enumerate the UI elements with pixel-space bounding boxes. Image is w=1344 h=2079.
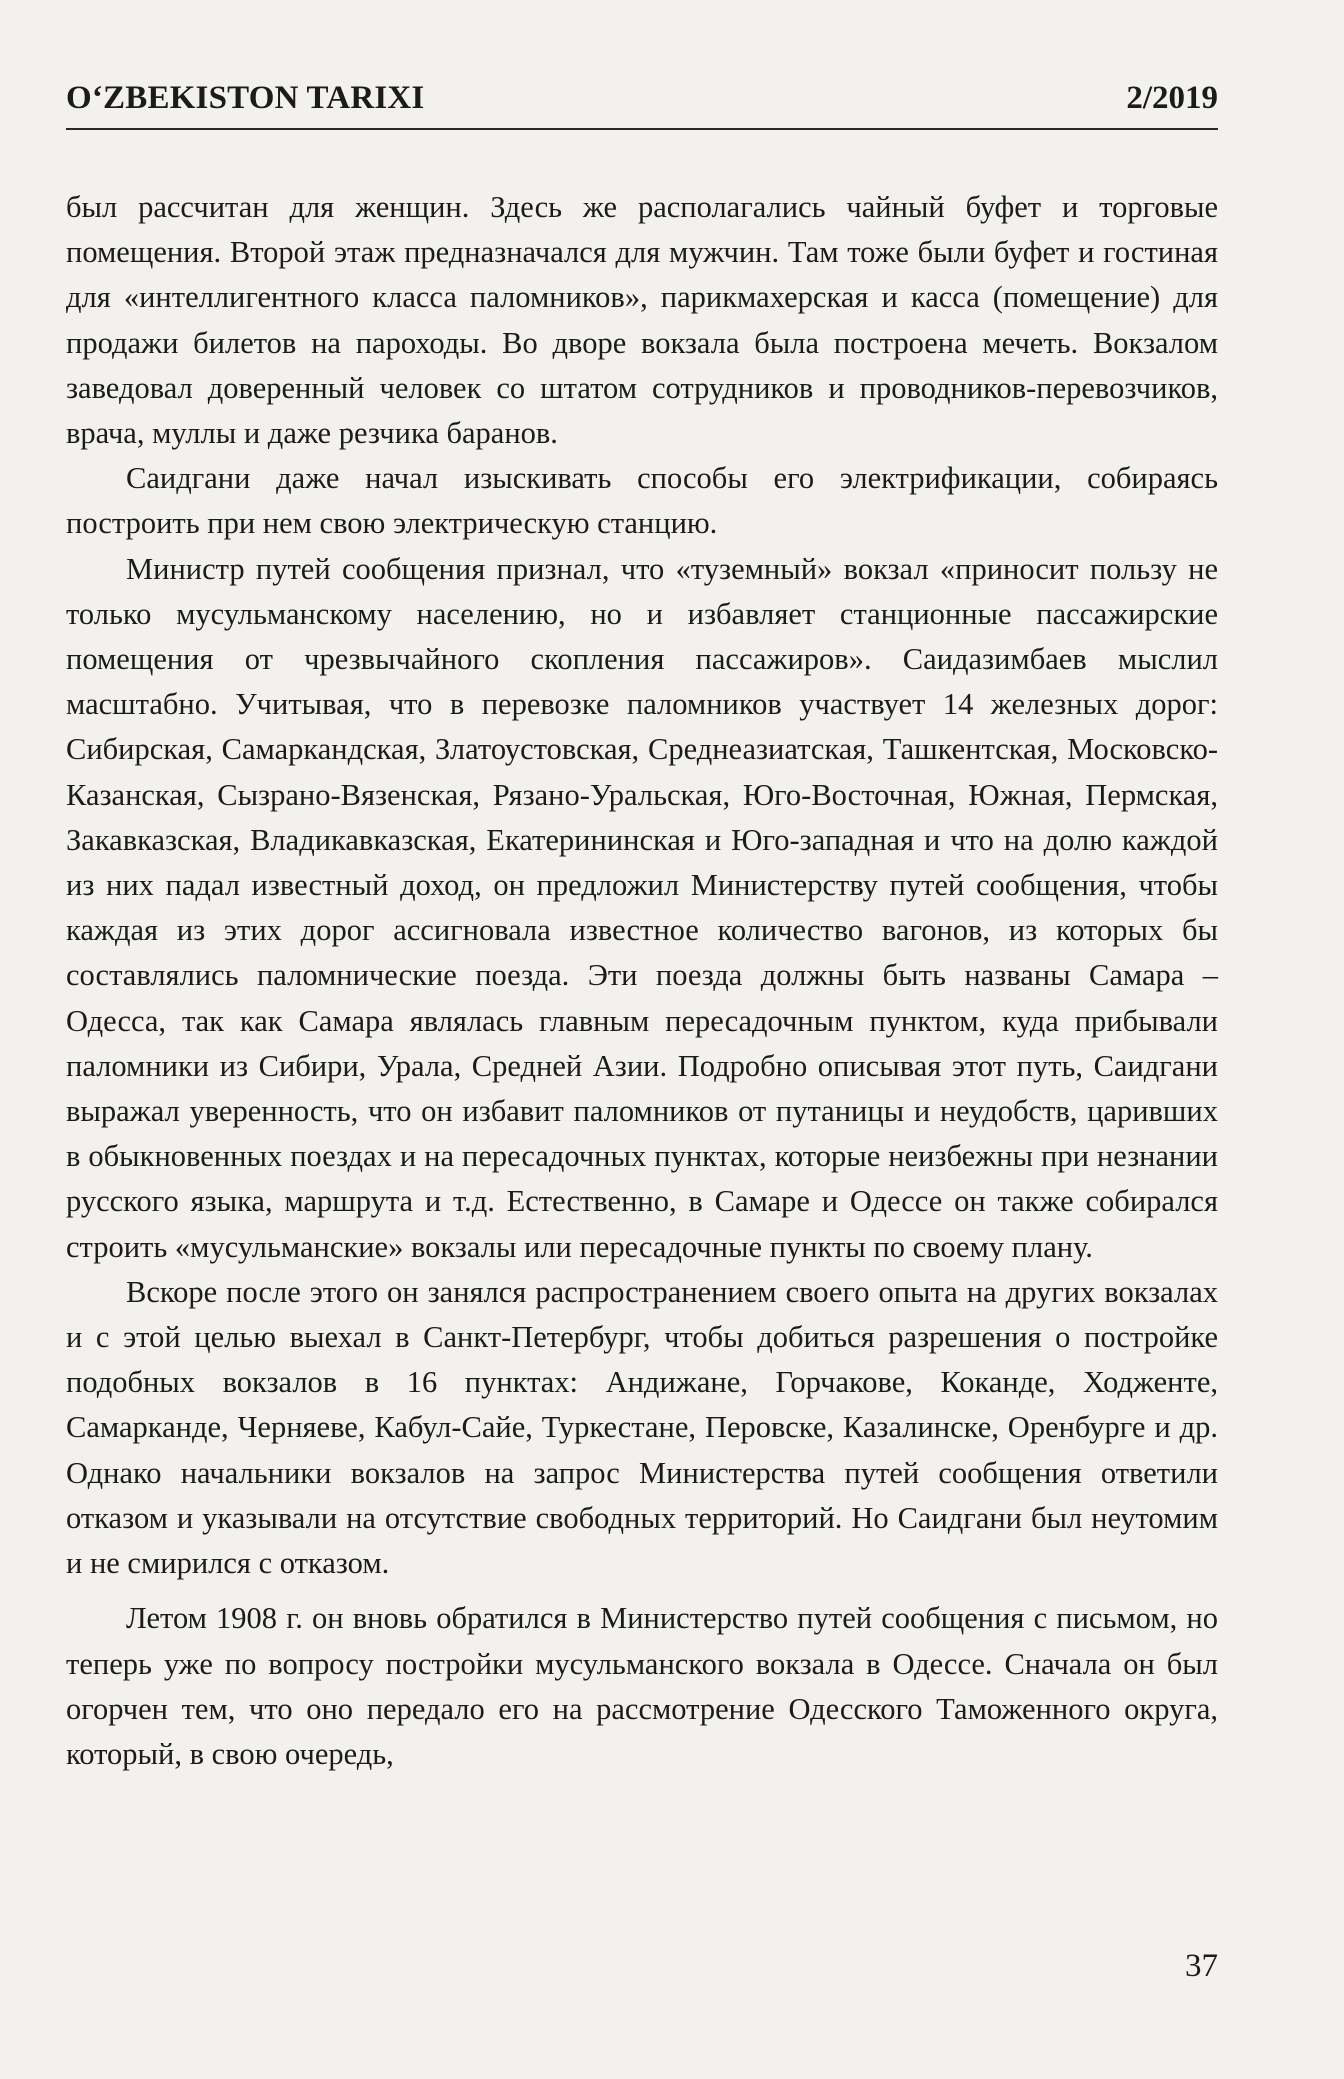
article-body — [66, 185, 1218, 1777]
issue-number: 2/2019 — [1126, 80, 1218, 116]
page-number: 37 — [1185, 1948, 1218, 1984]
journal-title: O‘ZBEKISTON TARIXI — [66, 80, 425, 116]
paragraph-1: был рассчитан для женщин. Здесь же располагались чайный буфет и торговые помещения. Второй этаж предназначался для мужчин. Там тоже были буфет и гостиная для «интеллигентного класса паломников», парикмахерская и касса (помещение) для продажи билетов на пароходы. Во дворе вокзала была построена мечеть. Вокзалом заведовал доверенный человек со штатом сотрудников и проводников-перевозчиков, врача, муллы и даже резчика баранов. — [66, 190, 1218, 451]
paragraph-2: Саидгани даже начал изыскивать способы его электрификации, собираясь построить при нем свою электрическую станцию. — [66, 461, 1218, 541]
running-header — [66, 80, 1218, 130]
paragraph-4: Вскоре после этого он занялся распространением своего опыта на других вокзалах и с этой целью выехал в Санкт-Петербург, чтобы добиться разрешения о постройке подобных вокзалов в 16 пунктах: Андижане, Горчакове, Коканде, Ходженте, Самарканде, Черняеве, Кабул-Сайе, Туркестане, Перовске, Казалинске, Оренбурге и др. Однако начальники вокзалов на запрос Министерства путей сообщения ответили отказом и указывали на отсутствие свободных территорий. Но Саидгани был неутомим и не смирился с отказом. — [66, 1274, 1218, 1581]
document-page — [66, 70, 1218, 2010]
paragraph-5: Летом 1908 г. он вновь обратился в Министерство путей сообщения с письмом, но теперь уже по вопросу постройки мусульманского вокзала в Одессе. Сначала он был огорчен тем, что оно передало его на рассмотрение Одесского Таможенного округа, который, в свою очередь, — [66, 1601, 1218, 1771]
header-rule — [66, 128, 1218, 130]
paragraph-3: Министр путей сообщения признал, что «туземный» вокзал «приносит пользу не только мусульманскому населению, но и избавляет станционные пассажирские помещения от чрезвычайного скопления пассажиров». Саидазимбаев мыслил масштабно. Учитывая, что в перевозке паломников участвует 14 железных дорог: Сибирская, Самаркандская, Златоустовская, Среднеазиатская, Ташкентская, Московско-Казанская, Сызрано-Вязенская, Рязано-Уральская, Юго-Восточная, Южная, Пермская, Закавказская, Владикавказская, Екатерининская и Юго-западная и что на долю каждой из них падал известный доход, он предложил Министерству путей сообщения, чтобы каждая из этих дорог ассигновала известное количество вагонов, из которых бы составлялись паломнические поезда. Эти поезда должны быть названы Самара – Одесса, так как Самара являлась главным пересадочным пунктом, куда прибывали паломники из Сибири, Урала, Средней Азии. Подробно описывая этот путь, Саидгани выражал уверенность, что он избавит паломников от путаницы и неудобств, царивших в обыкновенных поездах и на пересадочных пунктах, которые неизбежны при незнании русского языка, маршрута и т.д. Естественно, в Самаре и Одессе он также собирался строить «мусульманские» вокзалы или пересадочные пункты по своему плану. — [66, 551, 1218, 1264]
